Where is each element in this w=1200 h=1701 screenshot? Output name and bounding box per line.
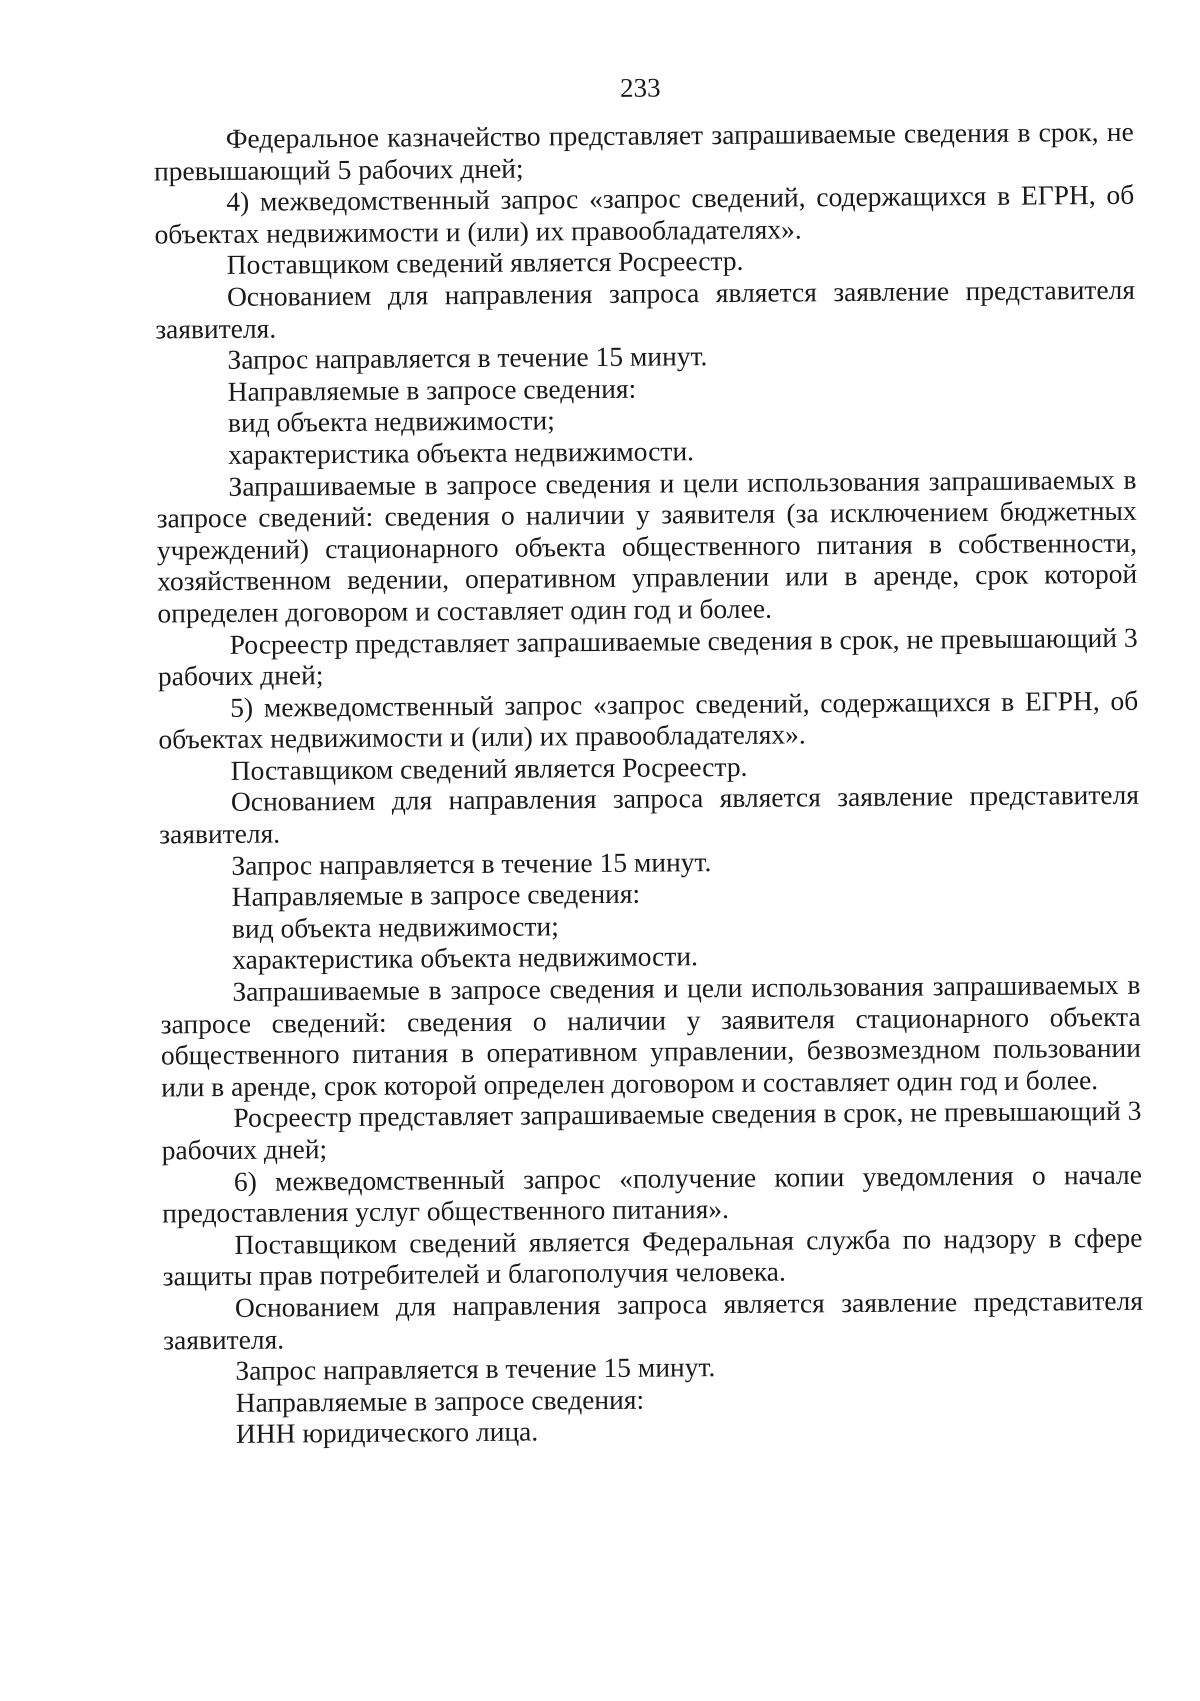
paragraph: Поставщиком сведений является Росреестр. (230, 750, 748, 786)
paragraph: Росреестр представляет запрашиваемые сведения в срок, не превышающий 3 рабочих дней; (161, 1095, 1142, 1166)
paragraph: Федеральное казначейство представляет запрашиваемые сведения в срок, не превышающий 5 рабочих дней; (153, 115, 1134, 187)
paragraph: 4) межведомственный запрос «запрос сведений, содержащихся в ЕГРН, об объектах недвижимости и (или) их правообладателях». (154, 178, 1135, 250)
paragraph: 5) межведомственный запрос «запрос сведений, содержащихся в ЕГРН, об объектах недвижимости и (или) их правообладателях». (158, 684, 1139, 755)
paragraph: Поставщиком сведений является Росреестр. (226, 245, 744, 281)
paragraph: Запрос направляется в течение 15 минут. (227, 340, 708, 376)
paragraph: Запрашиваемые в запросе сведения и цели использования запрашиваемых в запросе сведений: сведения о наличии у заявителя стационарного объекта общественного питания в оперативном управлении, безвозмездном пользовании или в аренде, срок которой определен договором и составляет один год и более. (160, 968, 1142, 1103)
paragraph: 6) межведомственный запрос «получение копии уведомления о начале предоставления услуг общественного питания». (162, 1158, 1143, 1229)
paragraph: Запрос направляется в течение 15 минут. (235, 1351, 716, 1387)
document-body (154, 116, 1144, 1451)
paragraph: Основанием для направления запроса является заявление представителя заявителя. (155, 273, 1136, 345)
paragraph: Запрашиваемые в запросе сведения и цели использования запрашиваемых в запросе сведений: сведения о наличии у заявителя (за исключением бюджетных учреждений) стационарного объекта общественного питания в собственности, хозяйственном ведении, оперативном управлении или в аренде, срок которой определен договором и составляет один год и более. (156, 463, 1138, 629)
paragraph: вид объекта недвижимости; (231, 910, 559, 944)
paragraph: Поставщиком сведений является Федеральная служба по надзору в сфере защиты прав потребителей и благополучия человека. (162, 1221, 1143, 1292)
paragraph: характеристика объекта недвижимости. (228, 435, 695, 470)
paragraph: Основанием для направления запроса является заявление представителя заявителя. (159, 779, 1140, 850)
paragraph: Основанием для направления запроса является заявление представителя заявителя. (163, 1284, 1144, 1356)
paragraph: Направляемые в запросе сведения: (235, 1383, 645, 1418)
paragraph: Направляемые в запросе сведения: (227, 372, 637, 407)
paragraph: характеристика объекта недвижимости. (232, 940, 699, 976)
paragraph: Росреестр представляет запрашиваемые сведения в срок, не превышающий 3 рабочих дней; (157, 621, 1138, 692)
paragraph: вид объекта недвижимости; (227, 404, 555, 439)
page-number: 233 (619, 72, 661, 103)
paragraph: Запрос направляется в течение 15 минут. (231, 845, 712, 881)
paragraph: ИНН юридического лица. (235, 1415, 539, 1450)
paragraph: Направляемые в запросе сведения: (231, 877, 641, 913)
